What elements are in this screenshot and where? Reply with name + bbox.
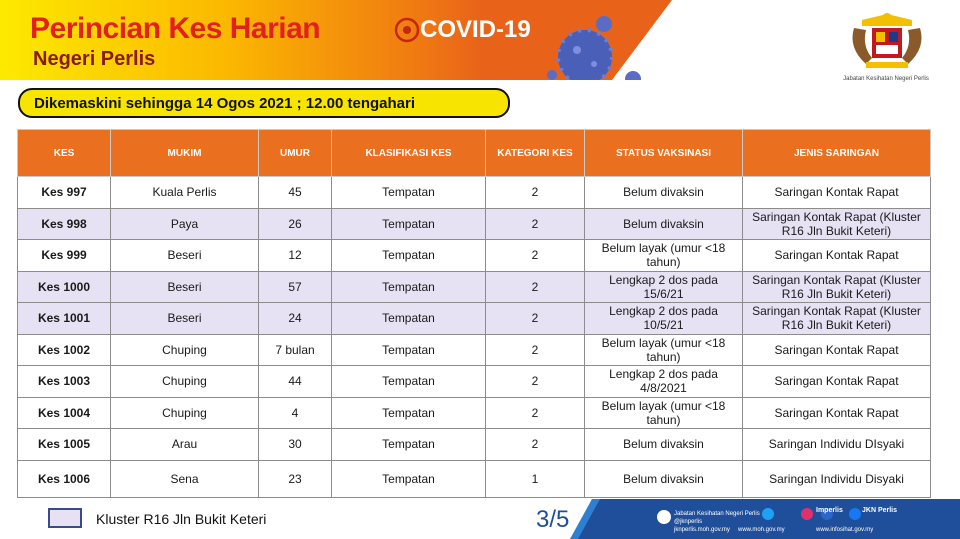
cell-umur: 23 (259, 460, 332, 497)
table-row (18, 429, 931, 461)
table-row (18, 397, 931, 429)
cell-umur: 4 (259, 397, 332, 429)
footer-site-3: www.infosihat.gov.my (816, 527, 874, 533)
footer-bar (570, 499, 960, 539)
page-subtitle: Negeri Perlis (33, 48, 156, 70)
footer-imperlis: Imperlis (816, 507, 843, 514)
table-row (18, 271, 931, 303)
table-row (18, 303, 931, 335)
table-row (18, 177, 931, 209)
footer-org: Jabatan Kesihatan Negeri Perlis (674, 511, 760, 517)
cell-klasifikasi: Tempatan (332, 460, 486, 497)
cell-jenis-saringan: Saringan Kontak Rapat (Kluster R16 Jln Bukit Keteri) (743, 208, 931, 240)
cell-jenis-saringan: Saringan Kontak Rapat (743, 177, 931, 209)
cell-mukim: Kuala Perlis (111, 177, 259, 209)
cell-status-vaksinasi: Belum divaksin (585, 208, 743, 240)
cell-mukim: Arau (111, 429, 259, 461)
legend-swatch (48, 508, 82, 528)
cell-kategori: 2 (486, 303, 585, 335)
cell-status-vaksinasi: Lengkap 2 dos pada 10/5/21 (585, 303, 743, 335)
cell-jenis-saringan: Saringan Kontak Rapat (743, 397, 931, 429)
updated-date-banner: Dikemaskini sehingga 14 Ogos 2021 ; 12.00 tengahari (18, 88, 510, 118)
column-header-umur: UMUR (259, 130, 332, 177)
cell-jenis-saringan: Saringan Kontak Rapat (Kluster R16 Jln Bukit Keteri) (743, 303, 931, 335)
footer-site-1: jknperlis.moh.gov.my (674, 527, 730, 533)
cell-status-vaksinasi: Belum layak (umur <18 tahun) (585, 397, 743, 429)
cell-klasifikasi: Tempatan (332, 303, 486, 335)
cell-jenis-saringan: Saringan Kontak Rapat (743, 366, 931, 398)
cell-jenis-saringan: Saringan Individu DIsyaki (743, 429, 931, 461)
column-header-status-vaksinasi: STATUS VAKSINASI (585, 130, 743, 177)
cell-status-vaksinasi: Belum divaksin (585, 460, 743, 497)
crest-caption: Jabatan Kesihatan Negeri Perlis (843, 76, 929, 82)
cell-status-vaksinasi: Belum layak (umur <18 tahun) (585, 334, 743, 366)
cell-umur: 30 (259, 429, 332, 461)
cell-mukim: Paya (111, 208, 259, 240)
cell-umur: 12 (259, 240, 332, 272)
case-details-table (17, 129, 931, 498)
cell-umur: 45 (259, 177, 332, 209)
cell-klasifikasi: Tempatan (332, 177, 486, 209)
cell-mukim: Chuping (111, 366, 259, 398)
table-row (18, 460, 931, 497)
cell-mukim: Beseri (111, 271, 259, 303)
cell-klasifikasi: Tempatan (332, 240, 486, 272)
header-banner (0, 0, 960, 80)
footer-jkn: JKN Perlis (862, 507, 898, 514)
cell-kes: Kes 1004 (18, 397, 111, 429)
cell-kategori: 2 (486, 429, 585, 461)
table-header-row (18, 130, 931, 177)
cell-kategori: 2 (486, 366, 585, 398)
cell-kes: Kes 997 (18, 177, 111, 209)
cell-mukim: Chuping (111, 334, 259, 366)
page-title: Perincian Kes Harian (30, 12, 321, 45)
cell-klasifikasi: Tempatan (332, 429, 486, 461)
table-row (18, 366, 931, 398)
twitter-icon (762, 508, 774, 520)
cell-jenis-saringan: Saringan Kontak Rapat (743, 334, 931, 366)
cell-klasifikasi: Tempatan (332, 271, 486, 303)
cell-kes: Kes 1006 (18, 460, 111, 497)
column-header-kes: KES (18, 130, 111, 177)
cell-kes: Kes 998 (18, 208, 111, 240)
facebook-icon-2 (849, 508, 861, 520)
column-header-klasifikasi: KLASIFIKASI KES (332, 130, 486, 177)
cell-kategori: 1 (486, 460, 585, 497)
cell-status-vaksinasi: Belum divaksin (585, 429, 743, 461)
cell-jenis-saringan: Saringan Individu Disyaki (743, 460, 931, 497)
cell-umur: 7 bulan (259, 334, 332, 366)
page-number: 3/5 (536, 506, 570, 533)
column-header-mukim: MUKIM (111, 130, 259, 177)
cell-umur: 24 (259, 303, 332, 335)
cell-kes: Kes 1000 (18, 271, 111, 303)
cell-status-vaksinasi: Belum layak (umur <18 tahun) (585, 240, 743, 272)
legend-label: Kluster R16 Jln Bukit Keteri (96, 511, 267, 527)
table-row (18, 208, 931, 240)
cell-klasifikasi: Tempatan (332, 334, 486, 366)
cell-mukim: Beseri (111, 303, 259, 335)
cell-umur: 26 (259, 208, 332, 240)
table-row (18, 334, 931, 366)
jkn-logo-icon (657, 510, 671, 524)
footer-site-2: www.moh.gov.my (738, 527, 785, 533)
cell-status-vaksinasi: Lengkap 2 dos pada 15/6/21 (585, 271, 743, 303)
table-body (18, 177, 931, 498)
cell-klasifikasi: Tempatan (332, 366, 486, 398)
cell-status-vaksinasi: Belum divaksin (585, 177, 743, 209)
cell-kategori: 2 (486, 208, 585, 240)
instagram-icon (801, 508, 813, 520)
cell-kes: Kes 999 (18, 240, 111, 272)
covid-label: COVID-19 (420, 16, 531, 43)
cell-kes: Kes 1001 (18, 303, 111, 335)
cell-klasifikasi: Tempatan (332, 397, 486, 429)
cell-klasifikasi: Tempatan (332, 208, 486, 240)
cell-kes: Kes 1003 (18, 366, 111, 398)
cell-jenis-saringan: Saringan Kontak Rapat (Kluster R16 Jln Bukit Keteri) (743, 271, 931, 303)
cell-mukim: Sena (111, 460, 259, 497)
cell-kes: Kes 1005 (18, 429, 111, 461)
cell-status-vaksinasi: Lengkap 2 dos pada 4/8/2021 (585, 366, 743, 398)
cell-kategori: 2 (486, 334, 585, 366)
cell-mukim: Chuping (111, 397, 259, 429)
cell-mukim: Beseri (111, 240, 259, 272)
cell-kategori: 2 (486, 177, 585, 209)
footer-background (570, 499, 960, 539)
cell-umur: 44 (259, 366, 332, 398)
footer-handle: @jknperlis (674, 519, 703, 525)
cell-umur: 57 (259, 271, 332, 303)
cell-kategori: 2 (486, 240, 585, 272)
cell-kes: Kes 1002 (18, 334, 111, 366)
cell-kategori: 2 (486, 397, 585, 429)
cell-kategori: 2 (486, 271, 585, 303)
column-header-jenis-saringan: JENIS SARINGAN (743, 130, 931, 177)
cell-jenis-saringan: Saringan Kontak Rapat (743, 240, 931, 272)
table-row (18, 240, 931, 272)
column-header-kategori: KATEGORI KES (486, 130, 585, 177)
